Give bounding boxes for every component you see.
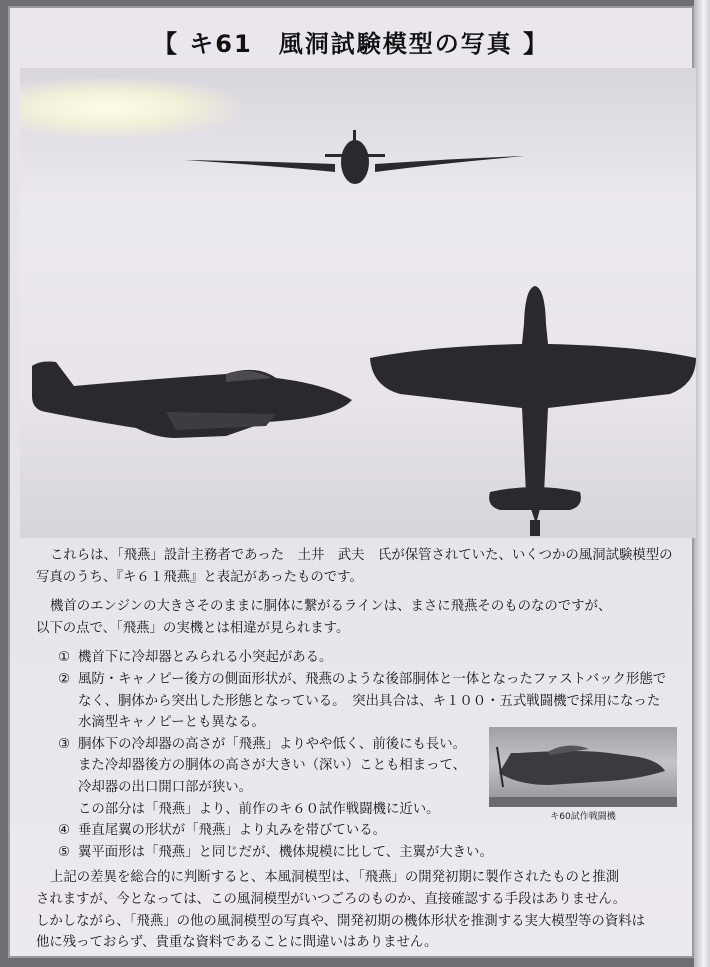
plane-side-view <box>26 356 356 446</box>
conclusion-line-2: されますが、今となっては、この風洞模型がいつごろのものか、直接確認する手段はありません。 <box>36 891 626 907</box>
conclusion-line-3: しかしながら、「飛燕」の他の風洞模型の写真や、開発初期の機体形状を推測する実大模型等の資料は <box>36 913 645 929</box>
photo-area <box>20 68 696 538</box>
ki60-plane-image <box>489 727 677 807</box>
list-item-1: ① 機首下に冷却器とみられる小突起がある。 <box>58 650 333 666</box>
paragraph-1-line-2: 写真のうち、『キ６１飛燕』と表記があったものです。 <box>36 569 363 585</box>
list-item-5: ⑤ 翼平面形は「飛燕」と同じだが、機体規模に比して、主翼が大きい。 <box>58 844 493 860</box>
page-title: 【 キ61 風洞試験模型の写真 】 <box>152 30 550 58</box>
paragraph-2-line-1: 機首のエンジンの大きさそのままに胴体に繋がるラインは、まさに飛燕そのものなのですが、 <box>50 599 612 615</box>
paragraph-2-line-2: 以下の点で、「飛燕」の実機とは相違が見られます。 <box>36 620 350 636</box>
ki60-photo <box>489 727 677 807</box>
conclusion-line-1: 上記の差異を総合的に判断すると、本風洞模型は、「飛燕」の開発初期に製作されたものと推測 <box>50 870 620 886</box>
inset-caption: キ60試作戦闘機 <box>550 812 616 822</box>
plane-plan-view <box>370 284 700 539</box>
list-item-2: ② 風防・キャノピー後方の側面形状が、飛燕のような後部胴体と一体となったファストバック形態で なく、胴体から突出した形態となっている。 突出具合は、キ１００・五式戦闘機で採用になった 水滴型キャノピーとも異なる。 <box>58 671 667 731</box>
paragraph-1-line-1: これらは、「飛燕」設計主務者であった 土井 武夫 氏が保管されていた、いくつかの風洞試験模型の <box>50 548 673 563</box>
list-item-3: ③ 胴体下の冷却器の高さが「飛燕」よりやや低く、前後にも長い。 また冷却器後方の胴体の高さが大きい（深い）ことも相まって、 冷却器の出口開口部が狭い。 この部分は「飛燕」より、前作のキ６０試作戦闘機に近い。 <box>58 736 467 817</box>
list-item-4: ④ 垂直尾翼の形状が「飛燕」より丸みを帯びている。 <box>58 823 386 839</box>
conclusion-line-4: 他に残っておらず、貴重な資料であることに間違いはありません。 <box>36 935 438 951</box>
plane-front-view <box>185 128 525 188</box>
